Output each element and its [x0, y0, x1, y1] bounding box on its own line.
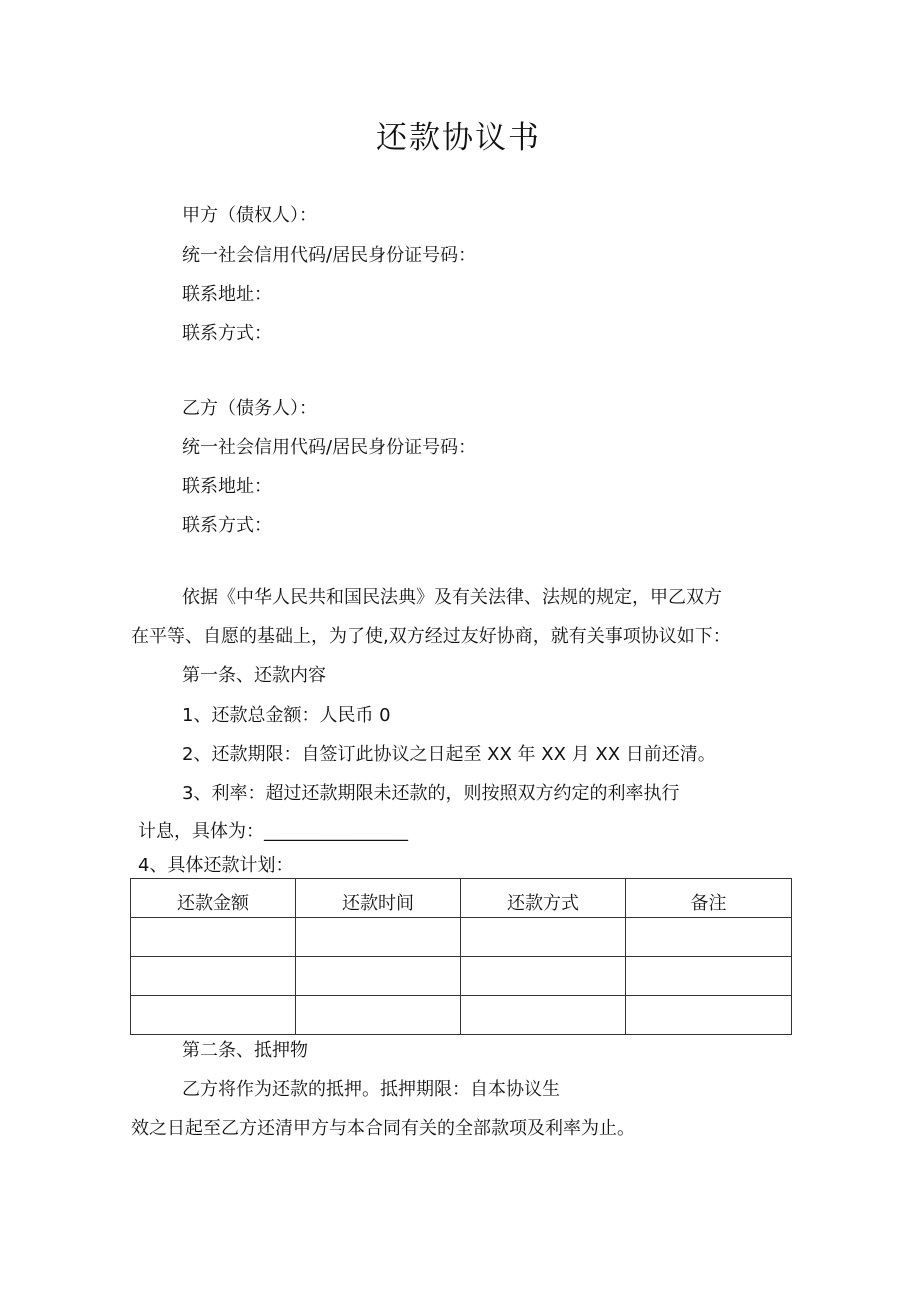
table-header-cell: 还款金额	[131, 879, 296, 918]
intro-paragraph-line-1: 依据《中华人民共和国民法典》及有关法律、法规的规定，甲乙双方	[182, 587, 722, 608]
party-a-address-label: 联系地址：	[182, 284, 272, 305]
table-row	[131, 918, 792, 957]
table-cell	[131, 996, 296, 1035]
table-cell	[626, 996, 792, 1035]
table-header-row	[131, 879, 792, 918]
document-title: 还款协议书	[376, 120, 541, 156]
table-cell	[296, 918, 461, 957]
table-row	[131, 996, 792, 1035]
table-header-cell: 还款方式	[461, 879, 626, 918]
article-1-item-3-line-1: 3、利率：超过还款期限未还款的，则按照双方约定的利率执行	[182, 783, 680, 804]
party-a-contact-label: 联系方式：	[182, 323, 272, 344]
table-cell	[131, 957, 296, 996]
article-1-heading: 第一条、还款内容	[182, 665, 326, 686]
repayment-plan-table	[130, 878, 792, 1035]
table-cell	[461, 918, 626, 957]
article-2-line-2: 效之日起至乙方还清甲方与本合同有关的全部款项及利率为止。	[131, 1118, 635, 1139]
party-b-contact-label: 联系方式：	[182, 515, 272, 536]
table-cell	[131, 918, 296, 957]
article-1-item-2: 2、还款期限：自签订此协议之日起至 XX 年 XX 月 XX 日前还清。	[182, 744, 716, 765]
table-cell	[626, 918, 792, 957]
party-a-heading: 甲方（债权人）：	[182, 205, 317, 226]
table-header-cell: 备注	[626, 879, 792, 918]
article-2-line-1: 乙方将作为还款的抵押。抵押期限：自本协议生	[182, 1079, 560, 1100]
table-cell	[461, 957, 626, 996]
table-cell	[626, 957, 792, 996]
table-cell	[461, 996, 626, 1035]
intro-paragraph-line-2: 在平等、自愿的基础上，为了使,双方经过友好协商，就有关事项协议如下：	[131, 626, 731, 647]
party-a-id-label: 统一社会信用代码/居民身份证号码：	[182, 245, 477, 266]
table-header-cell: 还款时间	[296, 879, 461, 918]
table-cell	[296, 996, 461, 1035]
party-b-id-label: 统一社会信用代码/居民身份证号码：	[182, 437, 477, 458]
table-cell	[296, 957, 461, 996]
article-1-item-1: 1、还款总金额：人民币 0	[182, 705, 391, 726]
article-2-heading: 第二条、抵押物	[182, 1040, 308, 1061]
table-row	[131, 957, 792, 996]
article-1-item-4: 4、具体还款计划：	[138, 855, 294, 876]
article-1-item-3-line-2: 计息，具体为：________________	[138, 821, 408, 842]
party-b-address-label: 联系地址：	[182, 476, 272, 497]
party-b-heading: 乙方（债务人）：	[182, 398, 317, 419]
